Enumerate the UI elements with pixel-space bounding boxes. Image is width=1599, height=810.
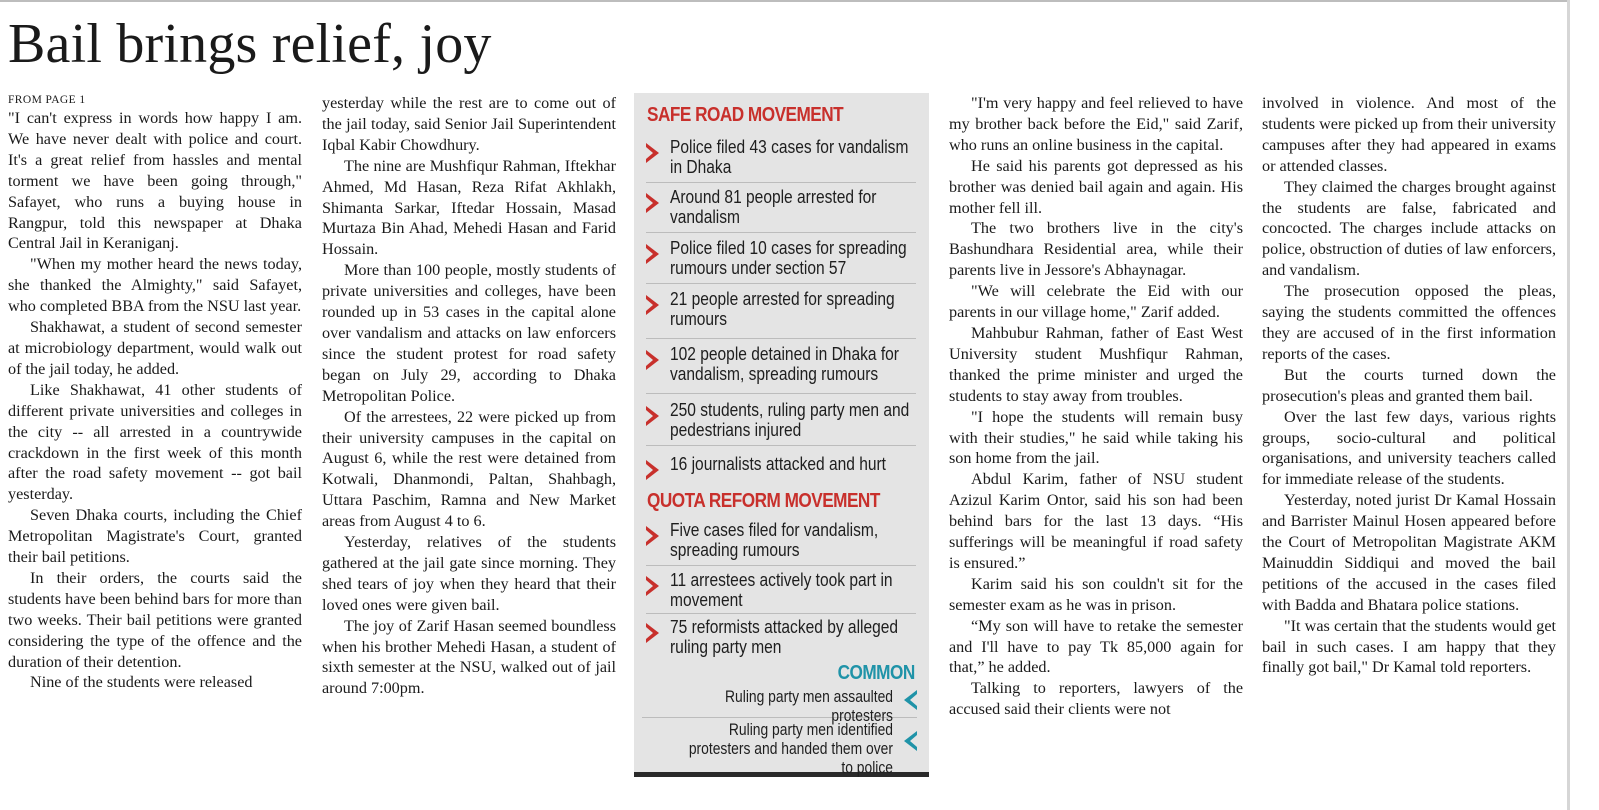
fact-item: 102 people detained in Dhaka for vandalism, spreading rumours bbox=[646, 344, 916, 394]
paragraph: But the courts turned down the prosecution's pleas and granted them bail. bbox=[1262, 365, 1556, 405]
paragraph: Seven Dhaka courts, including the Chief Metropolitan Magistrate's Court, granted their bail petitions. bbox=[8, 506, 302, 567]
paragraph: More than 100 people, mostly students of private universities and colleges, have been rounded up in 53 cases in the capital alone over vandalism and attacks on law enforcers since the student protest for road safety began on July 29, according to Dhaka Metropolitan Police. bbox=[322, 261, 616, 405]
paragraph: involved in violence. And most of the students were picked up from their university campuses after they had appeared in exams or attended classes. bbox=[1262, 94, 1556, 175]
fact-item: 75 reformists attacked by alleged ruling party men bbox=[646, 617, 916, 661]
paragraph: Shakhawat, a student of second semester at microbiology department, would walk out of the jail today, he added. bbox=[8, 318, 302, 378]
red-arrow-icon bbox=[646, 143, 659, 163]
paragraph: "I can't express in words how happy I am. We have never dealt with police and court. It's a great relief from hassles and mental torment we have been going through," Safayet, who runs a buying house in Rangpur, told this newspaper at Dhaka Central Jail in Keraniganj. bbox=[8, 109, 302, 253]
fact-item: Around 81 people arrested for vandalism bbox=[646, 187, 916, 233]
red-arrow-icon bbox=[646, 350, 659, 370]
red-arrow-icon bbox=[646, 193, 659, 213]
top-rule bbox=[0, 0, 1570, 2]
article-column-2 bbox=[322, 93, 616, 699]
paragraph: They claimed the charges brought against the students are false, fabricated and concocted. The charges include attacks on police, obstruction of duties of law enforcers, and vandalism. bbox=[1262, 177, 1556, 280]
paragraph: Yesterday, relatives of the students gathered at the jail gate since morning. They shed tears of joy when they heard that their loved ones were given bail. bbox=[322, 533, 616, 614]
fact-item: 250 students, ruling party men and pedestrians injured bbox=[646, 400, 916, 446]
headline: Bail brings relief, joy bbox=[8, 13, 492, 75]
common-fact-item: Ruling party men identified protesters and handed them over to police bbox=[642, 721, 917, 763]
paragraph: The joy of Zarif Hasan seemed boundless when his brother Mehedi Hasan, a student of sixth semester at the NSU, walked out of jail around 7:00pm. bbox=[322, 616, 616, 698]
paragraph: "It was certain that the students would get bail in such cases. I am happy that they finally got bail," Dr Kamal told reporters. bbox=[1262, 616, 1556, 677]
paragraph: The nine are Mushfiqur Rahman, Iftekhar Ahmed, Md Hasan, Reza Rifat Akhlakh, Shimanta Sarkar, Iftedar Hossain, Masad Murtaza Bin Ahad, Mehedi Hasan and Farid Hossain. bbox=[322, 156, 616, 259]
paragraph: "I hope the students will remain busy with their studies," he said while taking his son home from the jail. bbox=[949, 407, 1243, 468]
article-column-4 bbox=[949, 93, 1243, 720]
paragraph: "I'm very happy and feel relieved to have my brother back before the Eid," said Zarif, who runs an online business in the capital. bbox=[949, 94, 1243, 154]
red-arrow-icon bbox=[646, 460, 659, 480]
paragraph: yesterday while the rest are to come out of the jail today, said Senior Jail Superintendent Iqbal Kabir Chowdhury. bbox=[322, 94, 616, 154]
paragraph: In their orders, the courts said the students have been behind bars for more than two weeks. Their bail petitions were granted considering the type of the offence and the duration of their detention. bbox=[8, 568, 302, 671]
paragraph: Talking to reporters, lawyers of the accused said their clients were not bbox=[949, 679, 1243, 719]
fact-item: Five cases filed for vandalism, spreading rumours bbox=[646, 520, 916, 566]
page-edge bbox=[1567, 0, 1570, 810]
fact-item: 11 arrestees actively took part in movement bbox=[646, 570, 916, 614]
quota-reform-heading: QUOTA REFORM MOVEMENT bbox=[647, 490, 880, 512]
facts-sidebar bbox=[634, 93, 929, 777]
red-arrow-icon bbox=[646, 244, 659, 264]
fact-item: Police filed 10 cases for spreading rumours under section 57 bbox=[646, 238, 916, 284]
paragraph: "We will celebrate the Eid with our parents in our village home," Zarif added. bbox=[949, 282, 1243, 322]
paragraph: Like Shakhawat, 41 other students of different private universities and colleges in the city -- all arrested in a countrywide crackdown in the first week of this month after the road safety movement -- got bail yesterday. bbox=[8, 380, 302, 504]
fact-item: 21 people arrested for spreading rumours bbox=[646, 289, 916, 339]
paragraph: Nine of the students were released bbox=[30, 673, 253, 692]
red-arrow-icon bbox=[646, 576, 659, 596]
paragraph: “My son will have to retake the semester and I'll have to pay Tk 85,000 again for that,” he added. bbox=[949, 616, 1243, 677]
safe-road-heading: SAFE ROAD MOVEMENT bbox=[647, 104, 844, 126]
common-fact-item: Ruling party men assaulted protesters bbox=[642, 688, 917, 718]
fact-item: 16 journalists attacked and hurt bbox=[646, 454, 916, 480]
paragraph: Karim said his son couldn't sit for the semester exam as he was in prison. bbox=[949, 574, 1243, 614]
article-column-5 bbox=[1262, 93, 1556, 678]
from-page-label: FROM PAGE 1 bbox=[8, 94, 86, 106]
teal-arrow-icon bbox=[904, 731, 917, 751]
fact-item: Police filed 43 cases for vandalism in Dhaka bbox=[646, 137, 916, 183]
common-heading: COMMON bbox=[837, 662, 915, 684]
article-column-1 bbox=[8, 93, 302, 693]
paragraph: Over the last few days, various rights groups, socio-cultural and political organisations, and university teachers called for immediate release of the students. bbox=[1262, 407, 1556, 489]
paragraph: The two brothers live in the city's Bashundhara Residential area, while their parents live in Jessore's Abhaynagar. bbox=[949, 219, 1243, 280]
red-arrow-icon bbox=[646, 295, 659, 315]
paragraph: Mahbubur Rahman, father of East West University student Mushfiqur Rahman, thanked the prime minister and urged the students to stay away from troubles. bbox=[949, 323, 1243, 405]
red-arrow-icon bbox=[646, 623, 659, 643]
paragraph: He said his parents got depressed as his brother was denied bail again and again. His mother fell ill. bbox=[949, 156, 1243, 217]
paragraph: Of the arrestees, 22 were picked up from their university campuses in the capital on August 6, while the rest were detained from Kotwali, Dhanmondi, Paltan, Shahbagh, Uttara Paschim, Ramna and New Market areas from August 4 to 6. bbox=[322, 407, 616, 531]
red-arrow-icon bbox=[646, 526, 659, 546]
paragraph: The prosecution opposed the pleas, saying the students committed the offences they are accused of in the first information reports of the cases. bbox=[1262, 282, 1556, 363]
red-arrow-icon bbox=[646, 406, 659, 426]
paragraph: "When my mother heard the news today, she thanked the Almighty," said Safayet, who completed BBA from the NSU last year. bbox=[8, 255, 302, 316]
paragraph: Yesterday, noted jurist Dr Kamal Hossain and Barrister Mainul Hosen appeared before the Court of Metropolitan Magistrate AKM Mainuddin Siddiqui and moved the bail petitions of the accused in the cases filed with Badda and Bhatara police stations. bbox=[1262, 491, 1556, 614]
teal-arrow-icon bbox=[904, 690, 917, 710]
paragraph: Abdul Karim, father of NSU student Azizul Karim Ontor, said his son had been behind bars for the last 13 days. “His sufferings will be meaningful if road safety is ensured.” bbox=[949, 470, 1243, 572]
